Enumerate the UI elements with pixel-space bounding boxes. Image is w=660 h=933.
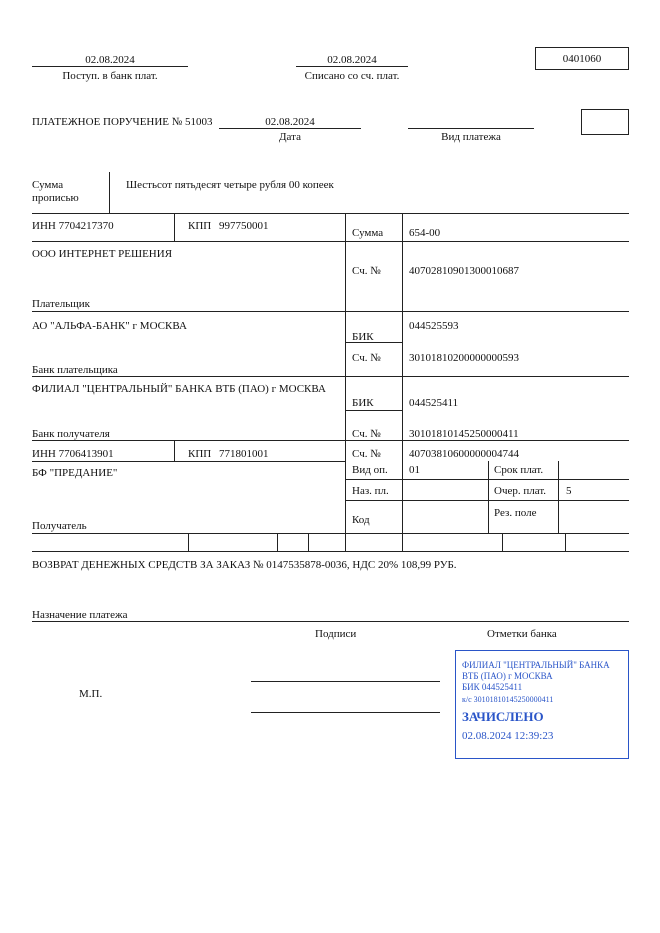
op-type-label: Вид оп. bbox=[352, 464, 388, 476]
divider bbox=[345, 500, 629, 501]
payee-kpp: 771801001 bbox=[219, 448, 269, 460]
divider bbox=[565, 533, 566, 551]
stamp-line: к/с 30101810145250000411 bbox=[462, 695, 554, 704]
payee-account-label: Сч. № bbox=[352, 448, 381, 460]
divider bbox=[32, 621, 629, 622]
divider bbox=[32, 241, 629, 242]
divider bbox=[174, 440, 175, 461]
divider bbox=[408, 128, 534, 129]
divider bbox=[32, 440, 629, 441]
divider bbox=[558, 461, 559, 533]
debited-label: Списано со сч. плат. bbox=[304, 70, 400, 82]
payee-kpp-label: КПП bbox=[188, 448, 212, 460]
divider bbox=[277, 533, 278, 551]
divider bbox=[502, 533, 503, 551]
purpose-text: ВОЗВРАТ ДЕНЕЖНЫХ СРЕДСТВ ЗА ЗАКАЗ № 0147535878-0036, НДС 20% 108,99 РУБ. bbox=[32, 559, 457, 571]
priority-label: Очер. плат. bbox=[494, 485, 547, 497]
payer-bank-bik: 044525593 bbox=[409, 320, 459, 332]
payee-label: Получатель bbox=[32, 520, 87, 532]
page-title: ПЛАТЕЖНОЕ ПОРУЧЕНИЕ № 51003 bbox=[32, 116, 213, 128]
divider bbox=[32, 376, 629, 377]
reserve-label: Рез. поле bbox=[494, 507, 537, 519]
payer-bank-label: Банк плательщика bbox=[32, 364, 118, 376]
divider bbox=[32, 551, 629, 552]
payee-name: БФ "ПРЕДАНИЕ" bbox=[32, 467, 118, 479]
payee-inn: ИНН 7706413901 bbox=[32, 448, 114, 460]
amount-words-label: прописью bbox=[32, 192, 79, 204]
stamp-line: ВТБ (ПАО) г МОСКВА bbox=[462, 671, 553, 681]
divider bbox=[296, 66, 408, 67]
payer-bank-account-label: Сч. № bbox=[352, 352, 381, 364]
payee-bank-account-label: Сч. № bbox=[352, 428, 381, 440]
signatures-label: Подписи bbox=[315, 628, 357, 640]
purpose-label: Назначение платежа bbox=[32, 609, 128, 621]
payee-bank-bik: 044525411 bbox=[409, 397, 459, 409]
purpose-code-label: Наз. пл. bbox=[352, 485, 389, 497]
amount-words-text: Шестьсот пятьдесят четыре рубля 00 копеек bbox=[126, 179, 334, 191]
order-date: 02.08.2024 bbox=[265, 116, 315, 128]
divider bbox=[109, 172, 110, 213]
divider bbox=[345, 213, 346, 551]
payer-kpp-label: КПП bbox=[188, 220, 212, 232]
priority-value: 5 bbox=[566, 485, 572, 497]
bank-received-label: Поступ. в банк плат. bbox=[62, 70, 158, 82]
divider bbox=[32, 461, 345, 462]
order-date-label: Дата bbox=[279, 131, 301, 143]
divider bbox=[174, 213, 175, 241]
stamp-line: ФИЛИАЛ "ЦЕНТРАЛЬНЫЙ" БАНКА bbox=[462, 660, 610, 670]
stamp-line: БИК 044525411 bbox=[462, 682, 523, 692]
payee-bank-label: Банк получателя bbox=[32, 428, 110, 440]
divider bbox=[345, 410, 402, 411]
divider bbox=[488, 461, 489, 533]
divider bbox=[345, 479, 629, 480]
divider bbox=[188, 533, 189, 551]
divider bbox=[402, 213, 403, 551]
sum-label: Сумма bbox=[352, 227, 384, 239]
sum-value: 654-00 bbox=[409, 227, 441, 239]
divider bbox=[308, 533, 309, 551]
payee-bank-account: 30101810145250000411 bbox=[409, 428, 519, 440]
payer-account: 40702810901300010687 bbox=[409, 265, 519, 277]
payer-bank-account: 30101810200000000593 bbox=[409, 352, 519, 364]
divider bbox=[32, 213, 629, 214]
payee-bank-bik-label: БИК bbox=[352, 397, 374, 409]
form-code: 0401060 bbox=[562, 53, 602, 65]
payment-type-label: Вид платежа bbox=[441, 131, 501, 143]
pay-term-label: Срок плат. bbox=[494, 464, 544, 476]
divider bbox=[219, 128, 361, 129]
stamp-datetime: 02.08.2024 12:39:23 bbox=[462, 730, 554, 742]
stamp-status: ЗАЧИСЛЕНО bbox=[462, 709, 544, 724]
signature-line bbox=[251, 712, 440, 713]
payer-label: Плательщик bbox=[32, 298, 90, 310]
payer-kpp: 997750001 bbox=[219, 220, 269, 232]
payer-bank-bik-label: БИК bbox=[352, 331, 374, 343]
bank-stamp bbox=[455, 650, 629, 759]
payer-account-label: Сч. № bbox=[352, 265, 381, 277]
divider bbox=[32, 533, 629, 534]
signature-line bbox=[251, 681, 440, 682]
op-type-value: 01 bbox=[409, 464, 420, 476]
divider bbox=[32, 311, 629, 312]
payment-type-code-box bbox=[581, 109, 629, 135]
payer-name: ООО ИНТЕРНЕТ РЕШЕНИЯ bbox=[32, 248, 173, 260]
code-label: Код bbox=[352, 514, 370, 526]
divider bbox=[32, 66, 188, 67]
payee-account: 40703810600000004744 bbox=[409, 448, 519, 460]
seal-label: М.П. bbox=[79, 688, 103, 700]
payer-inn: ИНН 7704217370 bbox=[32, 220, 114, 232]
amount-words-label: Сумма bbox=[32, 179, 64, 191]
payer-bank-name: АО "АЛЬФА-БАНК" г МОСКВА bbox=[32, 320, 187, 332]
payee-bank-name: ФИЛИАЛ "ЦЕНТРАЛЬНЫЙ" БАНКА ВТБ (ПАО) г МОСКВА bbox=[32, 383, 326, 395]
bank-marks-label: Отметки банка bbox=[487, 628, 557, 640]
debited-date: 02.08.2024 bbox=[327, 54, 377, 66]
bank-received-date: 02.08.2024 bbox=[85, 54, 135, 66]
